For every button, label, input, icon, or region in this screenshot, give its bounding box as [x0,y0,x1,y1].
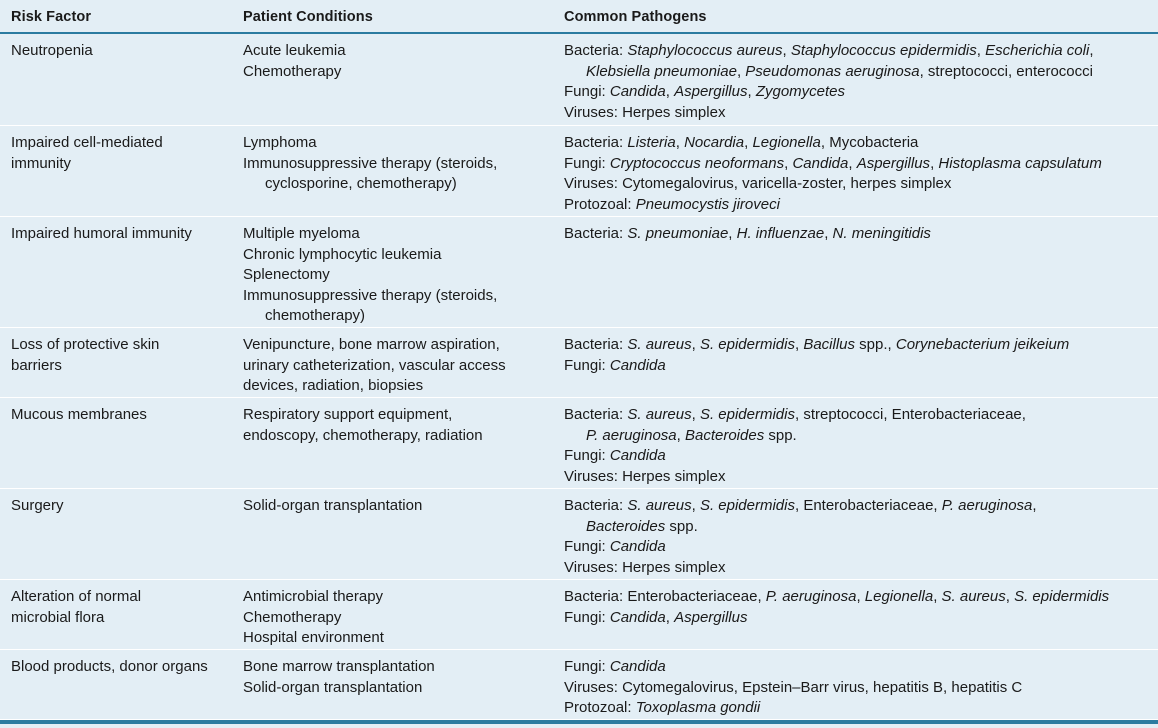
header-patient-conditions: Patient Conditions [243,9,373,25]
risk-factor-cell [11,335,226,376]
condition-line: Solid-organ transplantation [243,678,423,696]
pathogen-text: spp. [665,517,698,535]
pathogen-name-italic: Nocardia [684,134,745,151]
pathogen-name-italic: Bacteroides [586,517,666,535]
pathogen-text: , [1089,42,1094,59]
pathogen-name-italic: Bacillus [803,336,856,353]
table-row [0,398,1158,489]
condition-line: Chemotherapy [243,608,342,626]
table-row [0,34,1158,126]
patient-conditions-cell [243,335,543,397]
pathogen-line [564,496,1154,517]
pathogen-text: spp. [764,426,797,444]
pathogen-name-italic: Klebsiella pneumoniae [586,62,737,80]
pathogen-text: Viruses: Herpes simplex [564,103,726,121]
table-row [0,328,1158,398]
condition-line: Hospital environment [243,629,384,646]
header-risk-factor: Risk Factor [11,9,92,25]
patient-conditions-cell [243,496,543,517]
common-pathogens-cell [564,657,1154,719]
pathogen-text: Fungi: [564,608,610,626]
pathogen-name-italic: Listeria [627,134,676,151]
pathogen-name-italic: Aspergillus [674,608,748,626]
pathogen-name-italic: Legionella [752,134,821,151]
condition-line: endoscopy, chemotherapy, radiation [243,426,483,444]
pathogen-name-italic: Candida [609,83,666,100]
pathogen-name-italic: S. epidermidis [699,336,795,353]
condition-line: Immunosuppressive therapy (steroids, [243,286,498,304]
risk-factor-cell [11,405,226,426]
table-row [0,489,1158,580]
pathogen-line [564,587,1154,608]
pathogen-name-italic: P. aeruginosa [765,588,857,605]
condition-line: Solid-organ transplantation [243,497,423,514]
pathogen-name-italic: S. aureus [627,336,692,353]
pathogen-text: , [824,225,833,242]
pathogen-line [564,335,1154,356]
patient-conditions-cell [243,657,543,698]
pathogen-text: Bacteria: [564,336,628,353]
pathogen-text: , Mycobacteria [820,134,919,151]
pathogen-name-italic: Staphylococcus aureus [627,42,783,59]
condition-line: Chemotherapy [243,62,342,80]
pathogen-line [564,154,1154,175]
pathogen-name-italic: S. aureus [941,588,1006,605]
pathogen-text: Bacteria: [564,134,628,151]
table-row [0,126,1158,217]
pathogen-name-italic: Candida [609,356,666,374]
pathogen-text: , [782,42,791,59]
pathogen-text: , [784,154,793,172]
condition-line: Multiple myeloma [243,225,360,242]
pathogen-name-italic: Candida [609,658,666,675]
pathogen-name-italic: Histoplasma capsulatum [938,154,1102,172]
pathogen-name-italic: P. aeruginosa [941,497,1033,514]
condition-line: cyclosporine, chemotherapy) [265,175,457,192]
pathogen-name-italic: Cryptococcus neoformans [609,154,785,172]
pathogen-text: , [747,83,756,100]
pathogen-name-italic: Legionella [864,588,934,605]
pathogen-text: , streptococci, enterococci [919,62,1093,80]
bottom-rule [0,720,1158,724]
pathogen-name-italic: Staphylococcus epidermidis [790,42,977,59]
pathogen-text: , [736,62,746,80]
pathogen-text: Protozoal: [564,699,636,716]
pathogen-text: , [976,42,986,59]
table-row [0,217,1158,328]
patient-conditions-cell [243,41,543,82]
pathogen-name-italic: Candida [609,608,666,626]
pathogen-text: , [676,426,685,444]
risk-factor-cell [11,41,226,62]
pathogen-line [564,174,1154,195]
pathogen-name-italic: S. aureus [627,406,692,423]
pathogen-line [564,224,1154,245]
pathogen-text: , [691,497,700,514]
pathogen-name-italic: Bacteroides [684,426,765,444]
risk-factor-line: Loss of protective skin [11,336,160,353]
condition-line: Bone marrow transplantation [243,658,435,675]
pathogen-text: Fungi: [564,658,610,675]
patient-conditions-cell [243,587,543,649]
pathogen-text: , [665,83,675,100]
pathogen-name-italic: Candida [609,538,666,555]
pathogen-line [564,82,1154,103]
pathogen-text: , [856,588,865,605]
pathogen-text: spp., [855,336,896,353]
condition-line: Acute leukemia [243,42,346,59]
risk-factor-cell [11,133,226,174]
patient-conditions-cell [243,133,543,195]
common-pathogens-cell [564,405,1154,487]
risk-factor-line: Neutropenia [11,42,93,59]
pathogen-line [564,195,1154,216]
common-pathogens-cell [564,41,1154,123]
risk-factor-line: barriers [11,356,62,374]
pathogen-name-italic: Corynebacterium jeikeium [895,336,1070,353]
common-pathogens-cell [564,133,1154,215]
pathogen-text: Viruses: Cytomegalovirus, varicella-zoster, herpes simplex [564,175,952,192]
pathogen-name-italic: Aspergillus [674,83,748,100]
table-header-row [0,0,1158,34]
risk-factor-cell [11,587,226,628]
pathogen-text: , [744,134,753,151]
pathogen-name-italic: Pneumocystis jiroveci [635,195,780,213]
patient-conditions-cell [243,224,543,327]
pathogen-text: Bacteria: [564,42,628,59]
pathogen-line [564,657,1154,678]
pathogen-text: Bacteria: Enterobacteriaceae, [564,588,766,605]
pathogen-line [564,698,1154,719]
pathogen-line [564,608,1154,629]
pathogen-name-italic: Pseudomonas aeruginosa [745,62,920,80]
pathogen-line [564,103,1154,124]
risk-factor-line: Impaired humoral immunity [11,225,192,242]
pathogen-text: , [691,406,700,423]
pathogen-text: , Enterobacteriaceae, [794,497,942,514]
pathogen-text: Fungi: [564,154,610,172]
risk-factor-line: Mucous membranes [11,406,147,423]
table-row [0,650,1158,720]
pathogen-text: , [848,154,857,172]
pathogen-name-italic: Zygomycetes [755,83,846,100]
pathogen-name-italic: H. influenzae [736,225,825,242]
pathogen-text: , [675,134,685,151]
pathogen-name-italic: Escherichia coli [985,42,1090,59]
pathogen-text: Bacteria: [564,225,628,242]
condition-line: Antimicrobial therapy [243,588,384,605]
pathogen-line [564,678,1154,699]
common-pathogens-cell [564,587,1154,628]
pathogen-text: Viruses: Cytomegalovirus, Epstein–Barr virus, hepatitis B, hepatitis C [564,678,1023,696]
pathogen-line [564,446,1154,467]
condition-line: urinary catheterization, vascular access [243,356,506,374]
risk-factor-line: immunity [11,154,72,172]
risk-factor-line: Surgery [11,497,64,514]
risk-factor-line: Alteration of normal [11,588,142,605]
risk-factor-line: microbial flora [11,608,105,626]
pathogen-text: , [930,154,939,172]
pathogen-text: , [691,336,700,353]
pathogen-text: Fungi: [564,538,610,555]
condition-line: Respiratory support equipment, [243,406,453,423]
condition-line: Lymphoma [243,134,317,151]
risk-factor-line: Blood products, donor organs [11,658,208,675]
pathogen-text: Viruses: Herpes simplex [564,558,726,576]
pathogen-text: , streptococci, Enterobacteriaceae, [794,406,1026,423]
common-pathogens-cell [564,224,1154,245]
pathogen-text: , [1032,497,1037,514]
risk-factor-cell [11,224,226,245]
pathogen-name-italic: Toxoplasma gondii [635,699,761,716]
pathogen-name-italic: S. aureus [627,497,692,514]
pathogen-name-italic: S. epidermidis [699,406,795,423]
pathogen-line [564,558,1154,579]
pathogen-line [564,537,1154,558]
condition-line: Chronic lymphocytic leukemia [243,245,442,263]
pathogen-line [564,467,1154,488]
pathogen-text: , [665,608,675,626]
common-pathogens-cell [564,335,1154,376]
pathogen-text: , [728,225,737,242]
pathogen-text: Fungi: [564,447,610,464]
pathogen-name-italic: Candida [792,154,849,172]
pathogen-name-italic: S. pneumoniae [627,225,729,242]
condition-line: Splenectomy [243,266,330,283]
pathogen-name-italic: Candida [609,447,666,464]
condition-line: Immunosuppressive therapy (steroids, [243,154,498,172]
risk-factor-cell [11,496,226,517]
common-pathogens-cell [564,496,1154,578]
pathogen-text: Bacteria: [564,497,628,514]
pathogen-text: Viruses: Herpes simplex [564,467,726,485]
risk-factor-cell [11,657,226,678]
risk-factor-line: Impaired cell-mediated [11,134,163,151]
pathogen-line [564,41,1154,62]
pathogen-text: Fungi: [564,356,610,374]
condition-line: Venipuncture, bone marrow aspiration, [243,336,500,353]
pathogen-line [564,405,1154,426]
pathogen-name-italic: N. meningitidis [832,225,931,242]
pathogen-name-italic: S. epidermidis [699,497,795,514]
pathogen-text: , [1005,588,1015,605]
pathogen-text: , [794,336,804,353]
pathogen-text: Protozoal: [564,195,636,213]
pathogen-text: Bacteria: [564,406,628,423]
pathogen-text: , [933,588,942,605]
pathogen-line [564,517,1154,538]
pathogen-line [564,356,1154,377]
condition-line: devices, radiation, biopsies [243,377,424,394]
pathogen-line [564,426,1154,447]
pathogen-line [564,62,1154,83]
header-common-pathogens: Common Pathogens [564,9,707,25]
pathogen-line [564,133,1154,154]
pathogen-name-italic: Aspergillus [856,154,931,172]
condition-line: chemotherapy) [265,307,366,324]
patient-conditions-cell [243,405,543,446]
pathogen-name-italic: P. aeruginosa [586,426,677,444]
table-row [0,580,1158,650]
pathogen-text: Fungi: [564,83,610,100]
pathogen-name-italic: S. epidermidis [1014,588,1110,605]
